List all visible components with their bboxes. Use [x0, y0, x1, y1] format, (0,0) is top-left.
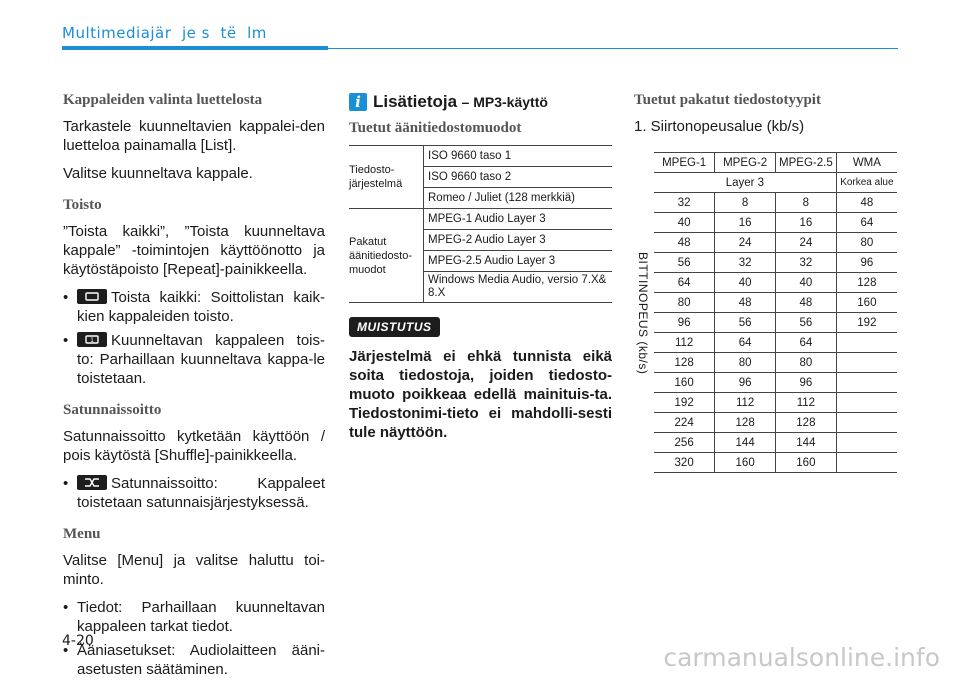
bitrate-item: 1. Siirtonopeusalue (kb/s) — [634, 118, 805, 135]
format-value: MPEG-2 Audio Layer 3 — [424, 230, 613, 251]
table-cell: 32 — [654, 193, 715, 213]
table-cell: 64 — [776, 333, 837, 353]
filesystem-label: Tiedosto-järjestelmä — [349, 146, 424, 209]
table-cell: 32 — [715, 253, 776, 273]
table-cell: 64 — [654, 273, 715, 293]
table-cell: 48 — [654, 233, 715, 253]
format-value: MPEG-1 Audio Layer 3 — [424, 209, 613, 230]
table-row — [654, 333, 897, 353]
table-cell — [836, 373, 897, 393]
table-row — [654, 253, 897, 273]
table-cell: 128 — [715, 413, 776, 433]
column-header: MPEG-1 — [654, 153, 715, 173]
table-cell: 160 — [776, 453, 837, 473]
table-row — [654, 413, 897, 433]
table-cell: 160 — [715, 453, 776, 473]
table-cell: 40 — [776, 273, 837, 293]
list-heading: Kappaleiden valinta luettelosta — [63, 92, 263, 108]
column-middle — [349, 92, 612, 442]
table-cell: 24 — [715, 233, 776, 253]
table-cell: 96 — [776, 373, 837, 393]
table-cell: 96 — [715, 373, 776, 393]
shuffle-paragraph: Satunnaissoitto kytketään käyttöön / pois käytöstä [Shuffle]-painikkeella. — [63, 428, 325, 464]
format-value: MPEG-2.5 Audio Layer 3 — [424, 251, 613, 272]
shuffle-list — [63, 474, 325, 512]
repeat-heading: Toisto — [63, 197, 102, 213]
table-cell: 192 — [836, 313, 897, 333]
table-cell: 8 — [715, 193, 776, 213]
menu-item-sound: • Ääniasetukset: Audiolaitteen ääni-asetusten säätäminen. — [63, 641, 325, 679]
menu-item-info: • Tiedot: Parhaillaan kuunneltavan kappaleen tarkat tiedot. — [63, 598, 325, 636]
list-paragraph-2: Valitse kuunneltava kappale. — [63, 165, 253, 182]
compressed-format-label: Pakatut äänitiedosto-muodot — [349, 209, 424, 303]
table-cell: 56 — [776, 313, 837, 333]
table-cell: 24 — [776, 233, 837, 253]
table-cell: 40 — [715, 273, 776, 293]
table-cell: 160 — [654, 373, 715, 393]
table-cell: 192 — [654, 393, 715, 413]
table-cell: 128 — [654, 353, 715, 373]
info-header — [349, 92, 612, 112]
table-row — [654, 373, 897, 393]
table-row — [654, 453, 897, 473]
table-cell: 80 — [836, 233, 897, 253]
header-rule-thick — [62, 46, 328, 50]
table-cell: 48 — [836, 193, 897, 213]
page-header-title: Multimediajär je s tё lm — [62, 24, 267, 42]
table-cell: 144 — [776, 433, 837, 453]
table-row — [654, 313, 897, 333]
table-cell — [836, 393, 897, 413]
page-number: 4-20 — [62, 633, 94, 649]
table-row — [654, 213, 897, 233]
warning-text: Järjestelmä ei ehkä tunnista eikä soita tiedostoja, joiden tiedosto-muoto poikkeaa edellä mainituis-ta. Tiedostonimi-tieto ei mahdolli-sesti tule näyttöön. — [349, 348, 612, 441]
repeat-all-text: Toista kaikki: Soittolistan kaik-kien kappaleiden toisto. — [77, 289, 325, 325]
table-header-row — [654, 153, 897, 173]
menu-heading: Menu — [63, 526, 101, 542]
column-left — [63, 92, 325, 687]
wma-range-label: Korkea alue — [836, 173, 897, 193]
filesystem-value: ISO 9660 taso 2 — [424, 167, 613, 188]
table-cell: 144 — [715, 433, 776, 453]
bitrate-vertical-label: BITTINOPEUS (kb/s) — [636, 252, 650, 375]
repeat-all-item — [63, 288, 325, 326]
column-header: MPEG-2 — [715, 153, 776, 173]
table-row — [654, 293, 897, 313]
repeat-one-icon — [77, 332, 107, 347]
table-cell: 112 — [715, 393, 776, 413]
table-cell: 56 — [715, 313, 776, 333]
table-row — [654, 393, 897, 413]
table-cell: 112 — [654, 333, 715, 353]
table-cell: 16 — [715, 213, 776, 233]
table-cell: 112 — [776, 393, 837, 413]
table-cell — [836, 453, 897, 473]
table-cell: 48 — [715, 293, 776, 313]
table-row — [654, 433, 897, 453]
warning-badge: MUISTUTUS — [349, 317, 440, 337]
bitrate-table — [654, 152, 897, 473]
table-cell — [836, 433, 897, 453]
table-row — [654, 233, 897, 253]
table-cell — [836, 413, 897, 433]
info-title: Lisätietoja — [373, 92, 458, 111]
list-paragraph-1: Tarkastele kuunneltavien kappalei-den luetteloa painamalla [List]. — [63, 118, 325, 154]
table-cell: 96 — [836, 253, 897, 273]
table-cell: 80 — [776, 353, 837, 373]
filesystem-value: Romeo / Juliet (128 merkkiä) — [424, 188, 613, 209]
table-cell: 56 — [654, 253, 715, 273]
shuffle-text: Satunnaissoitto: Kappaleet toistetaan satunnaisjärjestyksessä. — [77, 475, 325, 511]
table-cell — [836, 333, 897, 353]
format-value: Windows Media Audio, versio 7.X& 8.X — [424, 272, 613, 303]
filesystem-value: ISO 9660 taso 1 — [424, 146, 613, 167]
table-cell: 64 — [836, 213, 897, 233]
table-cell: 8 — [776, 193, 837, 213]
table-cell: 256 — [654, 433, 715, 453]
table-cell: 160 — [836, 293, 897, 313]
audio-format-heading: Tuetut äänitiedostomuodot — [349, 120, 522, 136]
svg-text:1: • 1 — [90, 337, 94, 344]
watermark: carmanualsonline.info — [663, 643, 940, 672]
info-subtitle: – MP3-käyttö — [461, 94, 548, 110]
table-row — [654, 273, 897, 293]
table-cell: 16 — [776, 213, 837, 233]
menu-paragraph: Valitse [Menu] ja valitse haluttu toi-minto. — [63, 552, 325, 588]
column-header: WMA — [836, 153, 897, 173]
shuffle-icon — [77, 475, 107, 490]
table-cell: 40 — [654, 213, 715, 233]
column-right — [634, 92, 897, 473]
table-cell — [836, 353, 897, 373]
table-cell: 64 — [715, 333, 776, 353]
repeat-list — [63, 288, 325, 388]
info-icon: i — [349, 93, 367, 111]
table-cell: 80 — [654, 293, 715, 313]
table-row — [654, 193, 897, 213]
repeat-all-icon — [77, 289, 107, 304]
table-cell: 128 — [776, 413, 837, 433]
table-subheader-row — [654, 173, 897, 193]
table-cell: 96 — [654, 313, 715, 333]
table-cell: 48 — [776, 293, 837, 313]
repeat-one-text: Kuunneltavan kappaleen tois-to: Parhaillaan kuunneltava kappa-le toistetaan. — [77, 332, 325, 387]
compressed-types-heading: Tuetut pakatut tiedostotyypit — [634, 92, 821, 108]
table-row — [654, 353, 897, 373]
layer-label: Layer 3 — [654, 173, 836, 193]
repeat-paragraph: ”Toista kaikki”, ”Toista kuunneltava kappale” -toimintojen käyttöönotto ja käytöstäpoisto [Repeat]-painikkeella. — [63, 223, 325, 278]
table-cell: 80 — [715, 353, 776, 373]
header-rule-thin — [328, 48, 898, 49]
shuffle-heading: Satunnaissoitto — [63, 402, 162, 418]
column-header: MPEG-2.5 — [776, 153, 837, 173]
bitrate-table-wrap — [634, 152, 897, 473]
table-cell: 320 — [654, 453, 715, 473]
shuffle-item — [63, 474, 325, 512]
table-cell: 128 — [836, 273, 897, 293]
menu-list — [63, 598, 325, 679]
repeat-one-item — [63, 331, 325, 388]
table-cell: 32 — [776, 253, 837, 273]
audio-format-table — [349, 145, 612, 303]
bitrate-table-body — [654, 193, 897, 473]
table-cell: 224 — [654, 413, 715, 433]
